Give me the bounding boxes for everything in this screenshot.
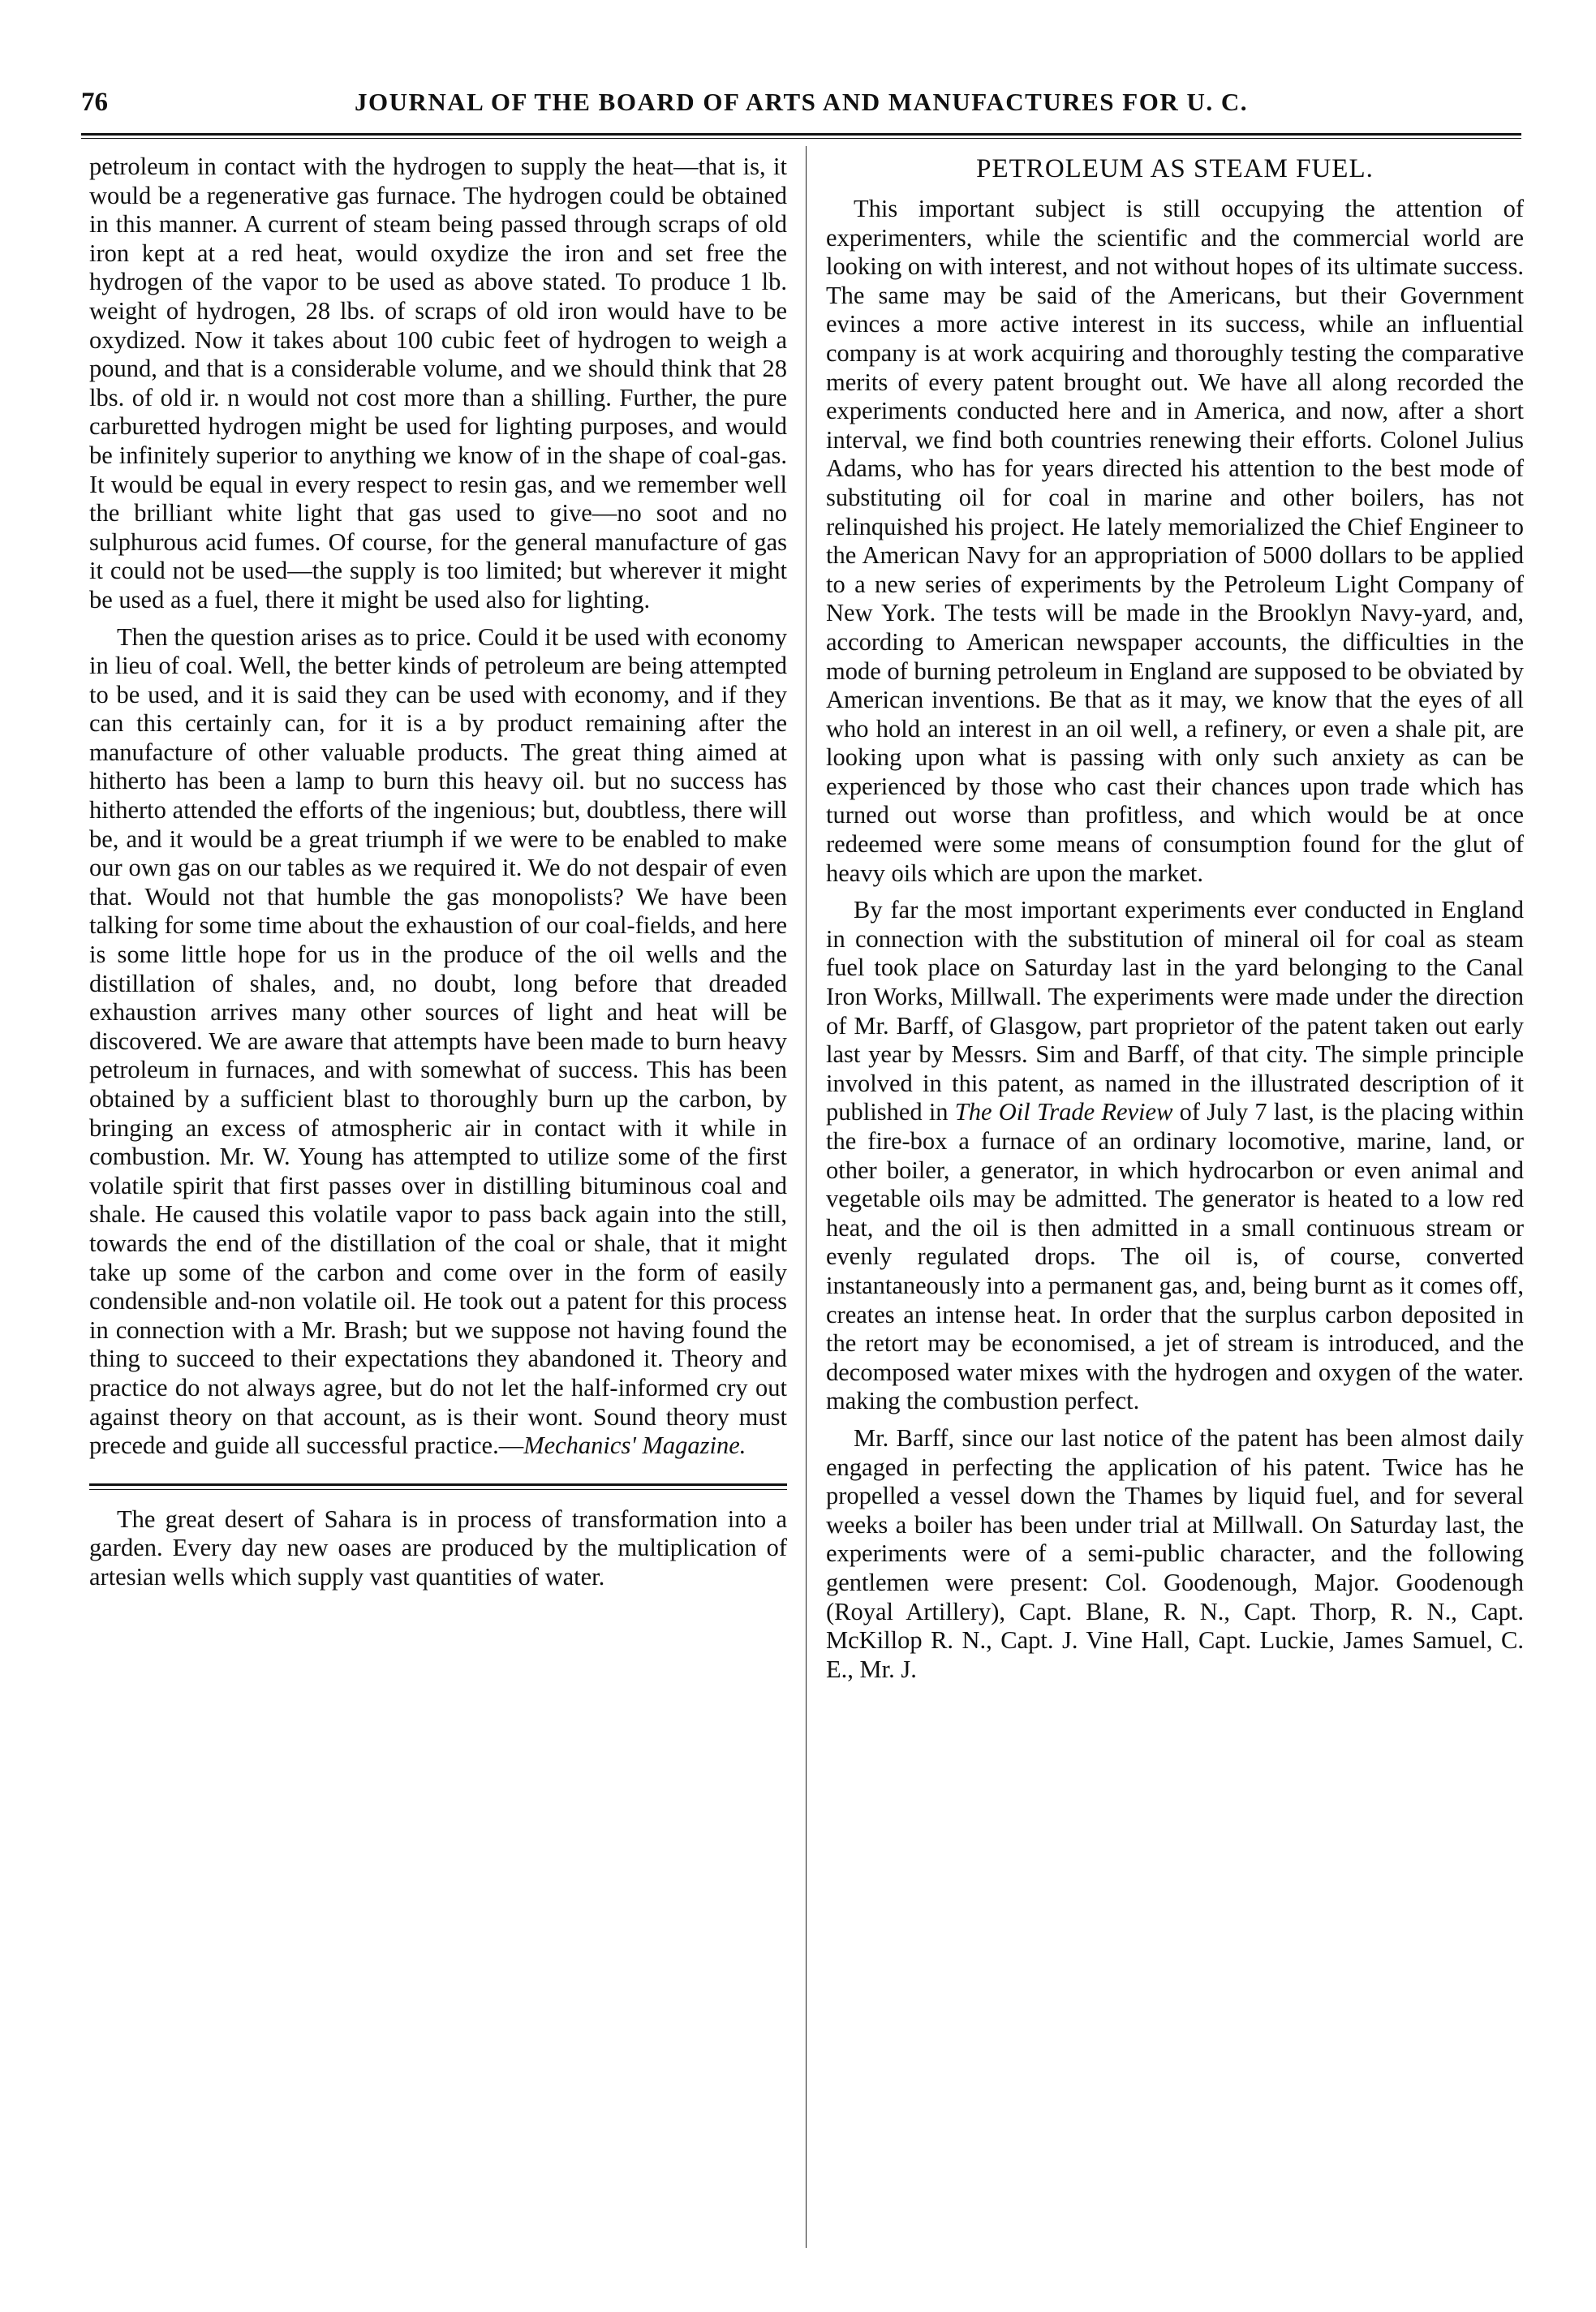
- header-rule: [81, 133, 1521, 136]
- section-heading: PETROLEUM AS STEAM FUEL.: [976, 154, 1374, 183]
- column-divider: [806, 146, 807, 2248]
- right-paragraph-2-part-b: of July 7 last, is the placing within the fire-box a furnace of an ordinary locomotive, marine, land, or other boiler, a generator, in which hydrocarbon or even animal and vegetable oils may be admitted. The generator is heated to a low red heat, and the oil is then admitted in a small continuous stream or evenly regulated drops. The oil is, of course, converted instantaneously into a permanent gas, and, being burnt as it comes off, creates an intense heat. In order that the surplus carbon deposited in the retort may be economised, a jet of stream is introduced, and the decomposed water mixes with the hydrogen and oxygen of the water. making the combustion perfect.: [826, 1098, 1524, 1415]
- left-paragraph-2: [89, 623, 787, 1461]
- header-rule-thin: [81, 138, 1521, 139]
- right-paragraph-3: Mr. Barff, since our last notice of the patent has been almost daily engaged in perfecting the application of his patent. Twice has he propelled a vessel down the Thames by liquid fuel, and for several weeks a boiler has been under trial at Millwall. On Saturday last, the experiments were of a semi-public character, and the following gentlemen were present: Col. Goodenough, Major. Goodenough (Royal Artillery), Capt. Blane, R. N., Capt. Thorp, R. N., Capt. McKillop R. N., Capt. J. Vine Hall, Capt. Luckie, James Samuel, C. E., Mr. J.: [826, 1423, 1524, 1683]
- source-citation: Mechanics' Magazine.: [523, 1432, 746, 1460]
- right-paragraph-1: This important subject is still occupying the attention of experimenters, while the scientific and the commercial world are looking on with interest, and not without hopes of its ultimate success. The same may be said of the Americans, but their Government evinces a more active interest in its success, while an influential company is at work acquiring and thoroughly testing the comparative merits of every patent brought out. We have all along recorded the experiments conducted here and in America, and now, after a short interval, we find both countries renewing their efforts. Colonel Julius Adams, who has for years directed his attention to the best mode of substituting oil for coal in marine and other boilers, has not relinquished his project. He lately memorialized the Chief Engineer to the American Navy for an appropriation of 5000 dollars to be applied to a new series of experiments by the Petroleum Light Company of New York. The tests will be made in the Brooklyn Navy-yard, and, according to American newspaper accounts, the difficulties in the mode of burning petroleum in England are supposed to be obviated by American inventions. Be that as it may, we know that the eyes of all who hold an interest in an oil well, a refinery, or even a shale pit, are looking upon what is passing with only such anxiety as can be experienced by those who cast their chances upon trade which has turned out worse than profitless, and which would be at once redeemed were some means of consumption found for the glut of heavy oils which are upon the market.: [826, 195, 1524, 887]
- left-paragraph-1: petroleum in contact with the hydrogen to supply the heat—that is, it would be a regenerative gas furnace. The hydrogen could be obtained in this manner. A current of steam being passed through scraps of old iron kept at a red heat, would oxydize the iron and set free the hydrogen of the vapor to be used as above stated. To produce 1 lb. weight of hydrogen, 28 lbs. of scraps of old iron would have to be oxydized. Now it takes about 100 cubic feet of hydrogen to weigh a pound, and that is a considerable volume, and we should think that 28 lbs. of old ir. n would not cost more than a shilling. Further, the pure carburetted hydrogen might be used for lighting purposes, and would be infinitely superior to anything we know of in the shape of coal-gas. It would be equal in every respect to resin gas, and we remember well the brilliant white light that gas used to give—no soot and no sulphurous acid fumes. Of course, for the general manufacture of gas it could not be used—the supply is too limited; but wherever it might be used as a fuel, there it might be used also for lighting.: [89, 153, 787, 614]
- right-column: [826, 153, 1524, 1684]
- left-column: [89, 153, 787, 1592]
- sahara-note: The great desert of Sahara is in process of transformation into a garden. Every day new oases are produced by the multiplication of artesian wells which supply vast quantities of water.: [89, 1505, 787, 1591]
- right-paragraph-2-part-a: By far the most important experiments ever conducted in England in connection with the substitution of mineral oil for coal as steam fuel took place on Saturday last in the yard belonging to the Canal Iron Works, Millwall. The experiments were made under the direction of Mr. Barff, of Glasgow, part proprietor of the patent taken out early last year by Messrs. Sim and Barff, of that city. The simple principle involved in this patent, as named in the illustrated description of it published in: [826, 896, 1524, 1126]
- note-separator: [89, 1483, 787, 1486]
- publication-title: The Oil Trade Review: [954, 1098, 1173, 1126]
- right-paragraph-2: [826, 896, 1524, 1416]
- running-title: JOURNAL OF THE BOARD OF ARTS AND MANUFACTURES FOR U. C.: [354, 88, 1249, 116]
- left-paragraph-2-text: Then the question arises as to price. Could it be used with economy in lieu of coal. Well, the better kinds of petroleum are being attempted to be used, and it is said they can be used with economy, and if they can this certainly can, for it is a by product remaining after the manufacture of other valuable products. The great thing aimed at hitherto has been a lamp to burn this heavy oil. but no success has hitherto attended the efforts of the ingenious; but, doubtless, there will be, and it would be a great triumph if we were to be enabled to make our own gas on our tables as we required it. We do not despair of even that. Would not that humble the gas monopolists? We have been talking for some time about the exhaustion of our coal-fields, and here is some little hope for us in the produce of the oil wells and the distillation of shales, and, no doubt, long before that dreaded exhaustion arrives many other sources of light and heat will be discovered. We are aware that attempts have been made to burn heavy petroleum in furnaces, and with somewhat of success. This has been obtained by a sufficient blast to thoroughly burn up the carbon, by bringing an excess of atmospheric air in contact with it while in combustion. Mr. W. Young has attempted to utilize some of the first volatile spirit that first passes over in distilling bituminous coal and shale. He caused this volatile vapor to pass back again into the still, towards the end of the distillation of the coal or shale, that it might take up some of the carbon and come over in the form of easily condensible and-non volatile oil. He took out a patent for this process in connection with a Mr. Brash; but we suppose not having found the thing to succeed to their expectations they abandoned it. Theory and practice do not always agree, but do not let the half-informed cry out against theory on that account, as is their wont. Sound theory must precede and guide all successful practice.—: [89, 622, 787, 1460]
- page-number: 76: [81, 88, 108, 117]
- page-header: [81, 88, 1521, 128]
